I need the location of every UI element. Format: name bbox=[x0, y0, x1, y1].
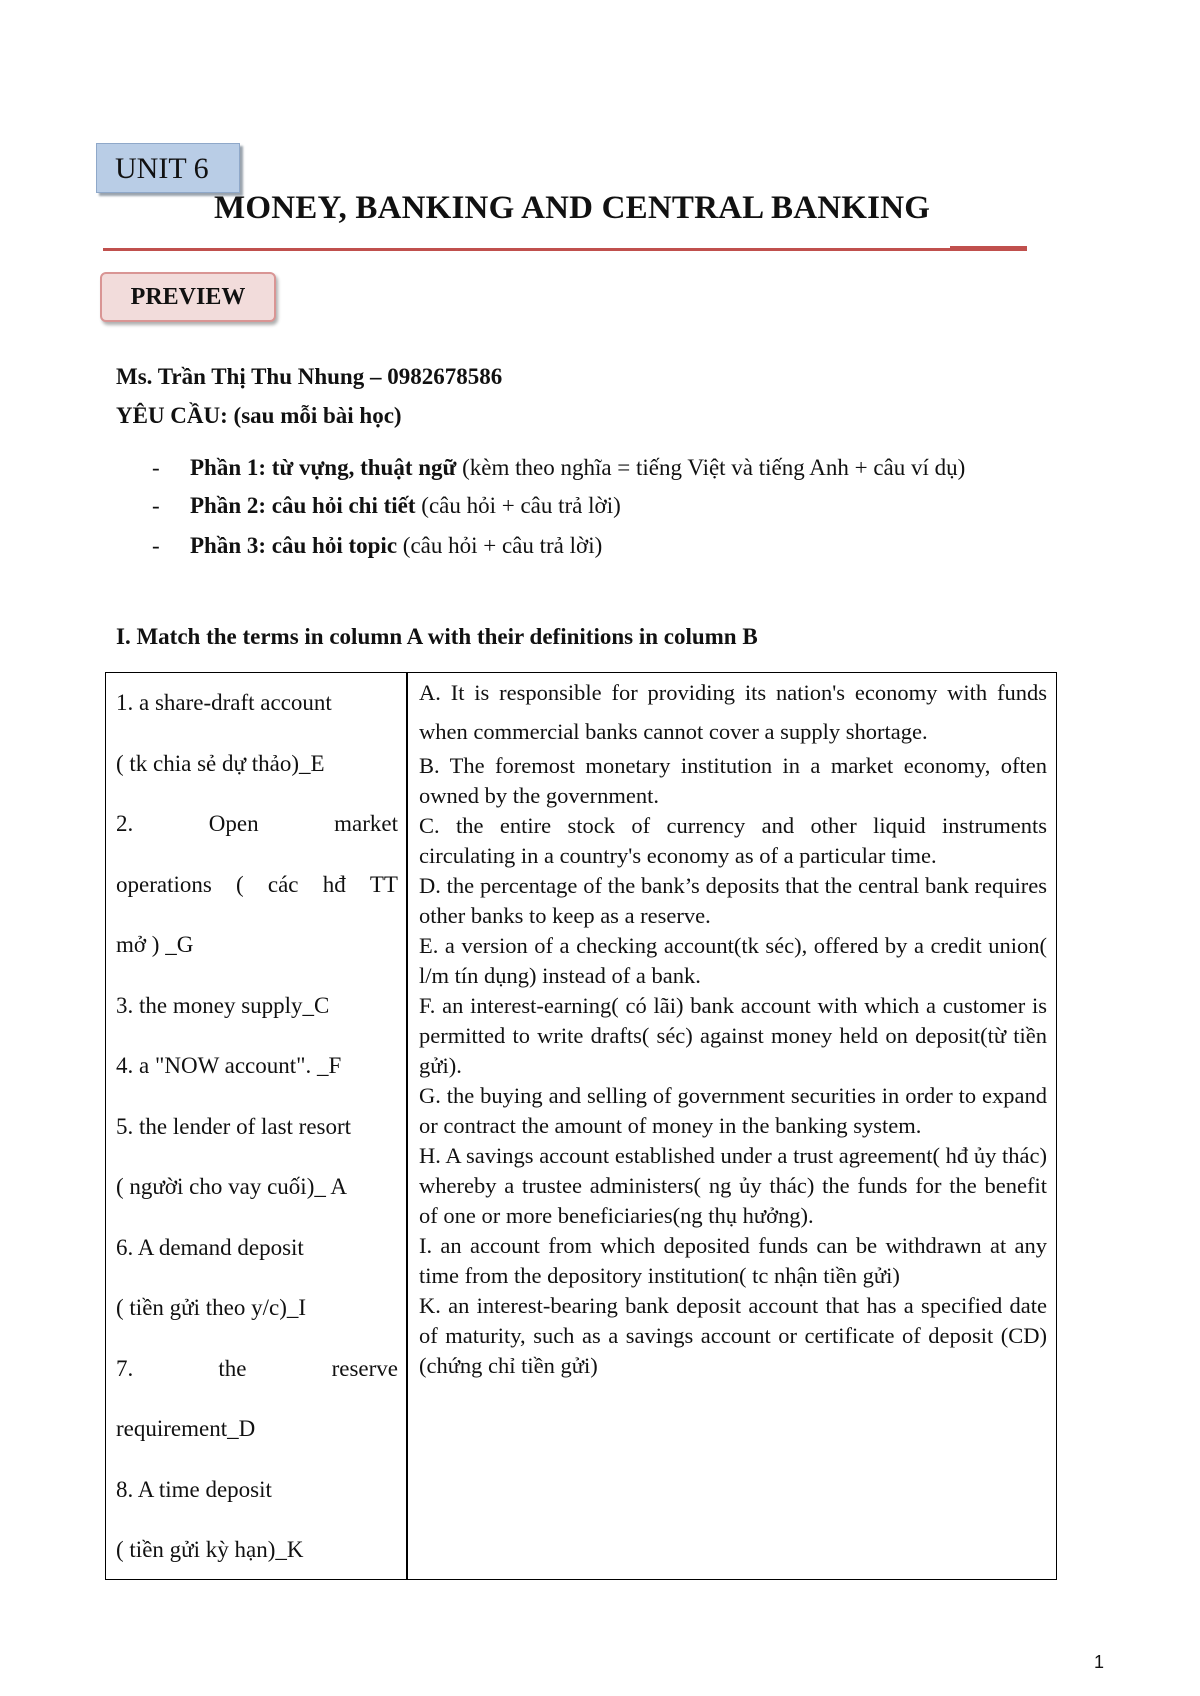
term-line: requirement_D bbox=[116, 1416, 256, 1441]
term-line-justified bbox=[116, 794, 398, 855]
bullet-3: - bbox=[152, 533, 160, 558]
requirement-item-3-text: (câu hỏi + câu trả lời) bbox=[397, 533, 603, 558]
term-word: the bbox=[218, 1355, 247, 1381]
definition-g: G. the buying and selling of government securities in order to expand or contract the amount of money in the banking system. bbox=[419, 1083, 1047, 1138]
term-line: 4. a "NOW account". _F bbox=[116, 1053, 342, 1078]
definition-d: D. the percentage of the bank’s deposits that the central bank requires other banks to keep as a reserve. bbox=[419, 873, 1047, 928]
term-word: ( bbox=[236, 871, 244, 897]
requirements-heading: YÊU CẦU: (sau mỗi bài học) bbox=[116, 403, 402, 428]
term-line: ( tiền gửi kỳ hạn)_K bbox=[116, 1537, 304, 1562]
definition-a: A. It is responsible for providing its nation's economy with funds when commercial banks cannot cover a supply shortage. bbox=[419, 680, 1047, 744]
definition-e: E. a version of a checking account(tk séc), offered by a credit union( l/m tín dụng) instead of a bank. bbox=[419, 933, 1047, 988]
title-divider bbox=[103, 248, 1027, 251]
term-word: operations bbox=[116, 871, 212, 897]
definition-b: B. The foremost monetary institution in a market economy, often owned by the government. bbox=[419, 753, 1047, 808]
requirement-item-2-bold: Phần 2: câu hỏi chi tiết bbox=[190, 493, 416, 518]
requirement-item-2 bbox=[190, 493, 621, 519]
term-line: 8. A time deposit bbox=[116, 1476, 272, 1502]
requirement-item-1-bold: Phần 1: từ vựng, thuật ngữ bbox=[190, 455, 457, 480]
term-line-justified bbox=[116, 1339, 398, 1400]
instructor-line: Ms. Trần Thị Thu Nhung – 0982678586 bbox=[116, 364, 503, 389]
preview-badge bbox=[100, 272, 276, 322]
term-word: reserve bbox=[331, 1355, 398, 1381]
term-word: 7. bbox=[116, 1355, 134, 1381]
term-line-justified bbox=[116, 855, 398, 916]
definition-h: H. A savings account established under a trust agreement( hđ ủy thác) whereby a trustee administers( ng ủy thác) the funds for the benefit of one or more beneficiaries(ng thụ hưởng). bbox=[419, 1143, 1047, 1228]
term-word: Open bbox=[208, 811, 259, 836]
page-title: MONEY, BANKING AND CENTRAL BANKING bbox=[214, 190, 931, 226]
term-line: 1. a share-draft account bbox=[116, 690, 332, 715]
term-line: 6. A demand deposit bbox=[116, 1234, 304, 1260]
term-line: ( tiền gửi theo y/c)_I bbox=[116, 1295, 307, 1320]
bullet-1: - bbox=[152, 455, 160, 480]
definition-k: K. an interest-bearing bank deposit account that has a specified date of maturity, such as a savings account or certificate of deposit (CD)(chứng chỉ tiền gửi) bbox=[419, 1293, 1047, 1378]
definition-c: C. the entire stock of currency and other liquid instruments circulating in a country's economy as of a particular time. bbox=[419, 813, 1047, 868]
term-word: 2. bbox=[116, 811, 134, 836]
section-title: I. Match the terms in column A with their definitions in column B bbox=[116, 624, 758, 649]
term-word: market bbox=[334, 811, 398, 836]
title-divider-accent bbox=[950, 246, 1027, 251]
term-word: TT bbox=[369, 871, 398, 897]
unit-label: UNIT 6 bbox=[115, 152, 209, 185]
definition-f: F. an interest-earning( có lãi) bank account with which a customer is permitted to write drafts( séc) against money held on deposit(từ tiền gửi). bbox=[419, 993, 1047, 1078]
preview-label: PREVIEW bbox=[130, 284, 246, 310]
term-line: 5. the lender of last resort bbox=[116, 1113, 352, 1139]
requirement-item-1-text: (kèm theo nghĩa = tiếng Việt và tiếng Anh + câu ví dụ) bbox=[456, 455, 966, 480]
definition-i: I. an account from which deposited funds can be withdrawn at any time from the depository institution( tc nhận tiền gửi) bbox=[419, 1233, 1047, 1288]
term-line: mở ) _G bbox=[116, 932, 194, 957]
requirement-item-3-bold: Phần 3: câu hỏi topic bbox=[190, 533, 398, 558]
term-line: ( người cho vay cuối)_ A bbox=[116, 1174, 347, 1199]
term-word: các bbox=[267, 871, 299, 897]
unit-label-box bbox=[96, 143, 240, 193]
requirement-item-2-text: (câu hỏi + câu trả lời) bbox=[415, 493, 621, 518]
requirement-item-3 bbox=[190, 533, 602, 559]
term-line: ( tk chia sẻ dự thảo)_E bbox=[116, 750, 325, 776]
page-number: 1 bbox=[1093, 1652, 1104, 1672]
column-b bbox=[419, 673, 1047, 1381]
term-line: 3. the money supply_C bbox=[116, 992, 330, 1018]
column-divider bbox=[406, 673, 408, 1579]
column-a bbox=[116, 673, 398, 1581]
bullet-2: - bbox=[152, 493, 160, 518]
matching-table bbox=[105, 672, 1057, 1580]
term-word: hđ bbox=[322, 871, 346, 897]
requirement-item-1 bbox=[190, 455, 965, 481]
